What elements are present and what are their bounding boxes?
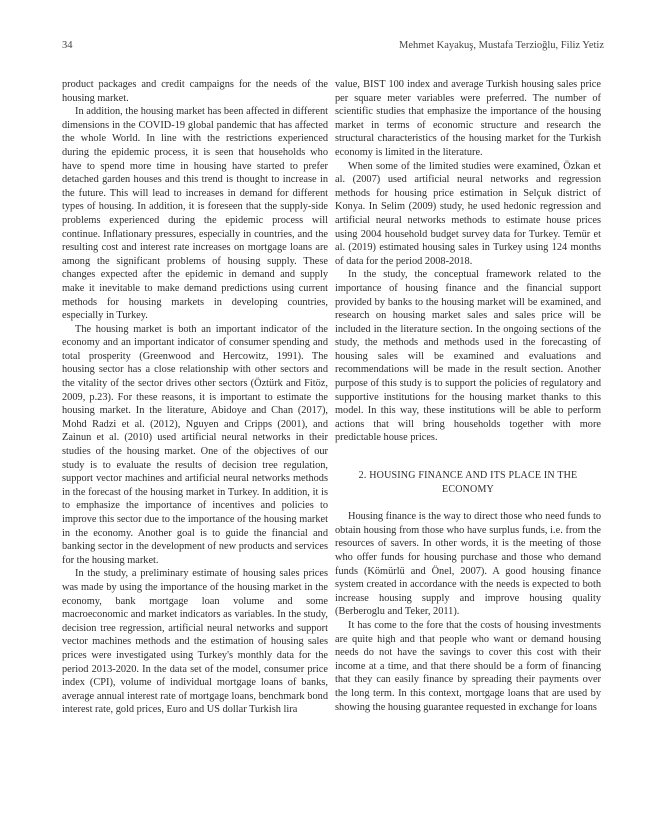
paragraph: Housing finance is the way to direct those who need funds to obtain housing from those who have surplus funds, i.e. from the resources of savers. In other words, it is the meeting of those who offer funds for housing purchase and those who demand funds (Kömürlü and Önel, 2007). A good housing finance system created in accordance with the needs is expected to both increase housing supply and improve housing quality (Berberoglu and Teker, 2011).	[335, 511, 601, 618]
paragraph: The housing market is both an important indicator of the economy and an important indicator of consumer spending and total prosperity (Greenwood and Hercowitz, 1991). The housing sector has a close relationship with other sectors and the vitality of the sector drives other sectors (Öztürk and Fitöz, 2009, p.23). For these reasons, it is important to estimate the housing market. In the literature, Abidoye and Chan (2017), Mohd Radzi et al. (2012), Nguyen and Cripps (2001), and Zainun et al. (2010) used artificial neural networks in their studies of the housing market. One of the objectives of our study is to evaluate the results of decision tree regulation, support vector machines and artificial neural networks methods in the forecast of the housing market in Turkey. In addition, it is to emphasize the importance of incentives and policies to improve this sector due to the importance of the housing market in the economy. Another goal is to guide the financial and banking sector in the development of new products and services for the housing market.	[62, 323, 328, 566]
section-heading-line: ECONOMY	[442, 483, 494, 495]
left-column	[62, 78, 328, 717]
paragraph: In addition, the housing market has been affected in different dimensions in the COVID-19 global pandemic that has affected the whole World. In line with the restrictions experienced during the epidemic process, it is seen that households who have to spend more time in housing have started to prefer detached garden houses and this trend is thought to increase in the future. This will lead to increases in demand for different types of housing. In addition, it is foreseen that the supply-side problems experienced during the epidemic process will continue. Inflationary pressures, especially in countries, and the resulting cost and interest rate increases on mortgage loans are among the significant problems of housing supply. These changes expected after the epidemic in demand and supply make it inevitable to make demand predictions using current methods for housing markets in developing countries, especially in Turkey.	[62, 106, 328, 322]
paragraph: It has come to the fore that the costs of housing investments are quite high and that people who want or demand housing needs do not have the savings to cover this cost with their income at a time, and that there should be a form of financing that they can easily finance by spreading their payments over the long term. In this context, mortgage loans that are used by showing the housing guarantee requested in exchange for loans	[335, 619, 601, 713]
paragraph: In the study, a preliminary estimate of housing sales prices was made by using the importance of the housing market in the economy, bank mortgage loan volume and some macroeconomic and market indicators as variables. In the study, decision tree regression, artificial neural networks and support vector machines methods and the estimation of housing sales prices were investigated using Turkey's monthly data for the period 2013-2020. In the data set of the model, consumer price index (CPI), volume of individual mortgage loans of banks, average annual interest rate of mortgage loans, benchmark bond interest rate, gold prices, Euro and US dollar Turkish lira	[62, 568, 328, 716]
section-heading-line: 2. HOUSING FINANCE AND ITS PLACE IN THE	[358, 470, 578, 482]
paragraph: When some of the limited studies were examined, Özkan et al. (2007) used artificial neural networks and regression methods for housing price estimation in Selçuk district of Konya. In Selim (2009) study, he used hedonic regression and artificial neural networks methods to estimate house prices using 2004 household budget survey data for Turkey. Temür et al. (2019) estimated housing sales in Turkey using 124 months of data for the period 2008-2018.	[335, 160, 601, 267]
running-header	[62, 40, 604, 51]
paragraph: value, BIST 100 index and average Turkish housing sales price per square meter variables were preferred. The number of scientific studies that emphasize the importance of the housing market in terms of economic structure and research the structural characteristics of the housing market for the Turkish economy is limited in the literature.	[335, 79, 601, 158]
page-number: 34	[62, 40, 73, 51]
running-authors: Mehmet Kayakuş, Mustafa Terzioğlu, Filiz Yetiz	[399, 40, 604, 51]
section-heading	[335, 469, 601, 496]
paragraph: In the study, the conceptual framework related to the importance of housing finance and the financial support provided by banks to the housing market will be examined, and research on housing market sales and sales price will be included in the literature section. In the ongoing sections of the study, the methods and methods used in the forecasting of housing sales will be examined and evaluations and recommendations will be made in the result section. Another purpose of this study is to support the policies of regulatory and supportive institutions for the housing market thanks to this model. In this way, these institutions will be able to perform actions that will bring households together with more predictable house prices.	[335, 269, 601, 444]
right-column	[335, 78, 601, 714]
paragraph: product packages and credit campaigns for the needs of the housing market.	[62, 79, 328, 104]
